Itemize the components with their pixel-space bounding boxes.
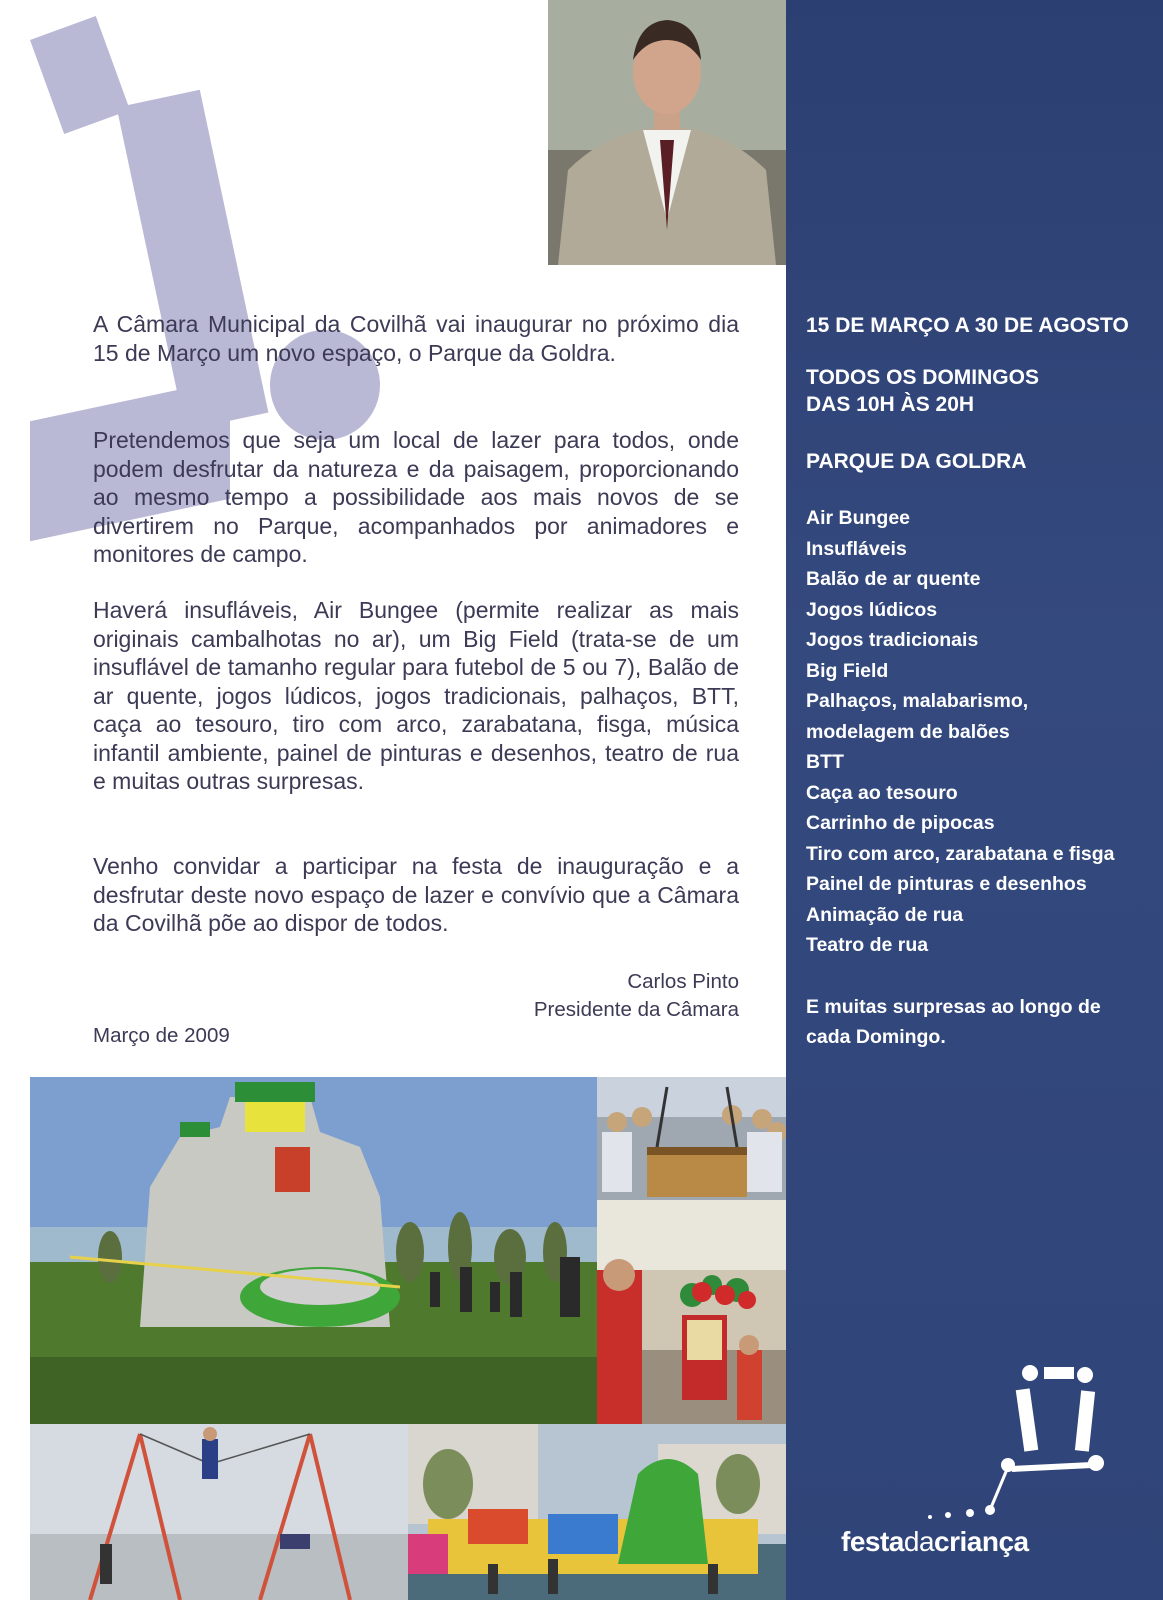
event-days: TODOS OS DOMINGOS xyxy=(806,366,1039,389)
logo-wordmark xyxy=(841,1526,1029,1558)
hot-air-balloon-photo xyxy=(597,1077,786,1200)
list-item: Animação de rua xyxy=(806,903,964,926)
list-item: Carrinho de pipocas xyxy=(806,812,995,834)
list-item: Air Bungee xyxy=(806,507,911,529)
event-hours: DAS 10H ÀS 20H xyxy=(806,393,975,416)
letter-date: Março de 2009 xyxy=(93,1024,230,1047)
list-item: Painel de pinturas e desenhos xyxy=(806,873,1087,895)
sidebar-footer: cada Domingo. xyxy=(806,1026,946,1048)
letter-paragraph: Haverá insufláveis, Air Bungee (permite realizar as mais originais cambalhotas no ar), um Big Field (trata-se de um insuflável de tamanho regular para futebol de 5 ou 7), Balão de ar quente, jogos lúdicos, jogos tradicionais, palhaços, BTT, caça ao tesouro, tiro com arco, zarabatana, fisga, música infantil ambiente, painel de pinturas e desenhos, teatro de rua e muitas outras surpresas. xyxy=(93,597,739,794)
inflatable-course-photo xyxy=(408,1424,786,1600)
popcorn-cart-photo xyxy=(597,1200,786,1424)
sidebar-footer: E muitas surpresas ao longo de xyxy=(806,996,1101,1018)
list-item: modelagem de balões xyxy=(806,720,1010,743)
logo-text-part: da xyxy=(903,1526,935,1557)
decorative-shape xyxy=(117,90,269,430)
signature-name: Carlos Pinto xyxy=(627,970,739,993)
list-item: Insufláveis xyxy=(806,537,907,560)
list-item: Caça ao tesouro xyxy=(806,781,958,804)
signature-role: Presidente da Câmara xyxy=(533,998,739,1021)
list-item: Big Field xyxy=(806,659,889,682)
decorative-shape xyxy=(30,16,130,134)
letter-paragraph: Venho convidar a participar na festa de inauguração e a desfrutar deste novo espaço de lazer e convívio que a Câmara da Covilhã põe ao dispor de todos. xyxy=(93,853,739,936)
list-item: Jogos tradicionais xyxy=(806,629,979,651)
logo-text-part: festa xyxy=(841,1526,904,1557)
list-item: BTT xyxy=(806,751,844,773)
list-item: Tiro com arco, zarabatana e fisga xyxy=(806,842,1115,865)
air-bungee-photo xyxy=(30,1424,408,1600)
activity-list xyxy=(806,503,1115,961)
letter-paragraph: Pretendemos que seja um local de lazer para todos, onde podem desfrutar da natureza e da paisagem, proporcionando ao mesmo tempo a possibilidade aos mais novos de se divertirem no Parque, acompanhados por animadores e monitores de campo. xyxy=(93,427,739,567)
letter-paragraph: A Câmara Municipal da Covilhã vai inaugurar no próximo dia 15 de Março um novo espaço, o Parque da Goldra. xyxy=(93,311,739,366)
list-item: Teatro de rua xyxy=(806,934,929,956)
list-item: Balão de ar quente xyxy=(806,568,981,590)
festa-da-crianca-logo xyxy=(830,1355,1130,1525)
list-item: Palhaços, malabarismo, xyxy=(806,690,1029,712)
event-dates: 15 DE MARÇO A 30 DE AGOSTO xyxy=(806,314,1129,337)
list-item: Jogos lúdicos xyxy=(806,598,938,621)
logo-text-part: criança xyxy=(934,1526,1029,1557)
event-location: PARQUE DA GOLDRA xyxy=(806,450,1027,473)
portrait-photo xyxy=(548,0,786,265)
park-inflatable-photo xyxy=(30,1077,597,1424)
